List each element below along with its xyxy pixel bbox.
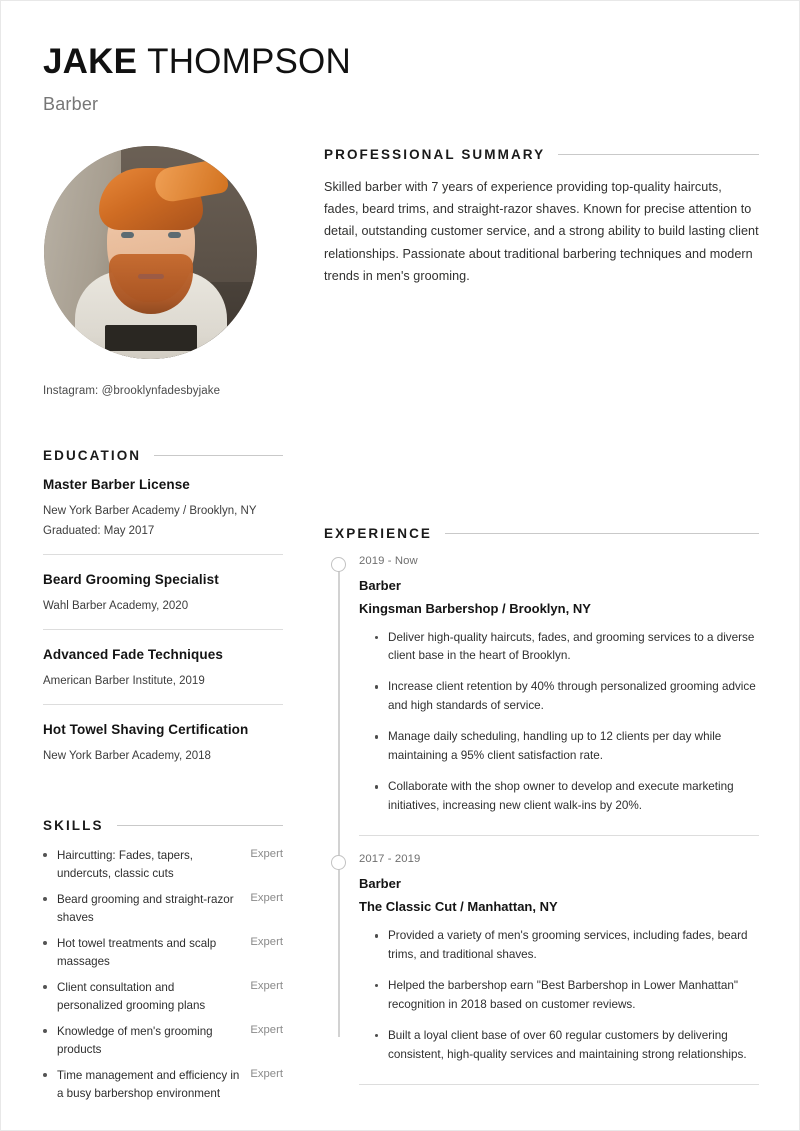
skill-level: Expert bbox=[250, 892, 283, 905]
heading-rule bbox=[558, 154, 759, 155]
education-title: Beard Grooming Specialist bbox=[43, 571, 219, 587]
education-section bbox=[43, 448, 283, 780]
heading-rule bbox=[445, 533, 759, 534]
education-graduation: Graduated: May 2017 bbox=[43, 524, 155, 537]
education-heading bbox=[43, 448, 283, 463]
bullet-icon bbox=[43, 847, 57, 857]
experience-bullet: Provided a variety of men's grooming services, including fades, beard trims, and traditional shaves. bbox=[375, 927, 759, 965]
skill-level: Expert bbox=[250, 848, 283, 861]
education-institution: New York Barber Academy / Brooklyn, NY bbox=[43, 504, 257, 517]
skill-name: Knowledge of men's grooming products bbox=[57, 1024, 213, 1056]
left-column bbox=[43, 146, 283, 1111]
bullet-icon bbox=[43, 891, 57, 901]
skill-level: Expert bbox=[250, 1067, 283, 1080]
skill-name: Hot towel treatments and scalp massages bbox=[57, 937, 217, 968]
timeline-dot-icon bbox=[331, 557, 346, 572]
experience-role: Barber bbox=[359, 876, 401, 892]
experience-bullet: Deliver high-quality haircuts, fades, and grooming services to a diverse client base in the heart of Brooklyn. bbox=[375, 629, 759, 667]
experience-heading-label: EXPERIENCE bbox=[324, 525, 433, 541]
photo-mouth bbox=[138, 274, 164, 279]
education-heading-label: EDUCATION bbox=[43, 447, 142, 463]
list-item bbox=[43, 935, 283, 971]
education-item bbox=[43, 554, 283, 629]
education-title: Master Barber License bbox=[43, 476, 190, 492]
summary-heading-label: PROFESSIONAL SUMMARY bbox=[324, 146, 546, 162]
skill-level: Expert bbox=[250, 979, 283, 992]
experience-bullet: Increase client retention by 40% through personalized grooming advice and high standards of service. bbox=[375, 678, 759, 716]
experience-date: 2017 - 2019 bbox=[359, 853, 421, 866]
bullet-icon bbox=[43, 935, 57, 945]
experience-timeline bbox=[324, 555, 759, 1085]
list-item bbox=[43, 847, 283, 883]
list-item bbox=[43, 891, 283, 927]
experience-section bbox=[324, 526, 759, 1085]
summary-section bbox=[324, 146, 759, 288]
summary-heading bbox=[324, 147, 759, 162]
avatar bbox=[44, 146, 257, 359]
instagram-handle: Instagram: @brooklynfadesbyjake bbox=[43, 384, 221, 397]
experience-bullet: Helped the barbershop earn "Best Barbershop in Lower Manhattan" recognition in 2018 based on customer reviews. bbox=[375, 977, 759, 1015]
experience-item bbox=[324, 555, 759, 817]
education-institution: Wahl Barber Academy, 2020 bbox=[43, 599, 189, 612]
timeline-dot-icon bbox=[331, 855, 346, 870]
list-item bbox=[43, 979, 283, 1015]
resume-header bbox=[1, 1, 799, 115]
education-title: Hot Towel Shaving Certification bbox=[43, 722, 249, 737]
right-column bbox=[324, 146, 759, 1085]
bullet-icon bbox=[43, 1023, 57, 1033]
page-title bbox=[43, 43, 759, 82]
skills-heading bbox=[43, 818, 283, 833]
education-item bbox=[43, 629, 283, 704]
skill-level: Expert bbox=[250, 936, 283, 948]
experience-company: Kingsman Barbershop / Brooklyn, NY bbox=[359, 600, 591, 616]
timeline-line bbox=[338, 567, 339, 1037]
skill-name: Haircutting: Fades, tapers, undercuts, classic cuts bbox=[57, 849, 193, 881]
photo-eye-left bbox=[121, 232, 134, 238]
experience-bullets bbox=[359, 927, 759, 1065]
photo-shirt-print bbox=[105, 325, 197, 351]
list-item bbox=[43, 1023, 283, 1059]
skill-level: Expert bbox=[250, 1023, 283, 1036]
summary-text: Skilled barber with 7 years of experience providing top-quality haircuts, fades, beard trims, and straight-razor shaves. Known for precise attention to detail, outstanding customer service, and a strong ability to build lasting client relationships. Passionate about traditional barbering techniques and modern trends in men's grooming. bbox=[324, 179, 759, 284]
skill-name: Beard grooming and straight-razor shaves bbox=[57, 893, 234, 925]
experience-divider bbox=[359, 1084, 759, 1085]
education-item bbox=[43, 477, 283, 554]
skills-heading-label: SKILLS bbox=[43, 818, 104, 834]
experience-bullet: Built a loyal client base of over 60 regular customers by delivering consistent, high-quality services and maintaining strong relationships. bbox=[375, 1027, 759, 1065]
education-title: Advanced Fade Techniques bbox=[43, 646, 223, 662]
skill-name: Time management and efficiency in a busy barbershop environment bbox=[57, 1068, 240, 1100]
education-item bbox=[43, 704, 283, 779]
experience-bullets bbox=[359, 629, 759, 817]
experience-bullet: Manage daily scheduling, handling up to 12 clients per day while maintaining a 95% client satisfaction rate. bbox=[375, 728, 759, 766]
list-item bbox=[43, 1067, 283, 1103]
experience-date: 2019 - Now bbox=[359, 554, 418, 567]
heading-rule bbox=[117, 825, 283, 826]
skill-name: Client consultation and personalized grooming plans bbox=[57, 980, 206, 1012]
job-title: Barber bbox=[43, 93, 99, 114]
heading-rule bbox=[154, 455, 283, 456]
experience-heading bbox=[324, 526, 759, 541]
bullet-icon bbox=[43, 1067, 57, 1077]
photo-eye-right bbox=[168, 232, 181, 238]
education-institution: New York Barber Academy, 2018 bbox=[43, 750, 211, 762]
experience-bullet: Collaborate with the shop owner to develop and execute marketing initiatives, increasing new client walk-ins by 20%. bbox=[375, 778, 759, 816]
skills-section bbox=[43, 818, 283, 1103]
education-institution: American Barber Institute, 2019 bbox=[43, 674, 205, 687]
experience-item bbox=[324, 835, 759, 1065]
resume-body bbox=[1, 115, 799, 1111]
last-name: THOMPSON bbox=[147, 42, 351, 81]
first-name: JAKE bbox=[43, 42, 138, 81]
bullet-icon bbox=[43, 979, 57, 989]
experience-role: Barber bbox=[359, 577, 401, 593]
experience-company: The Classic Cut / Manhattan, NY bbox=[359, 899, 558, 915]
